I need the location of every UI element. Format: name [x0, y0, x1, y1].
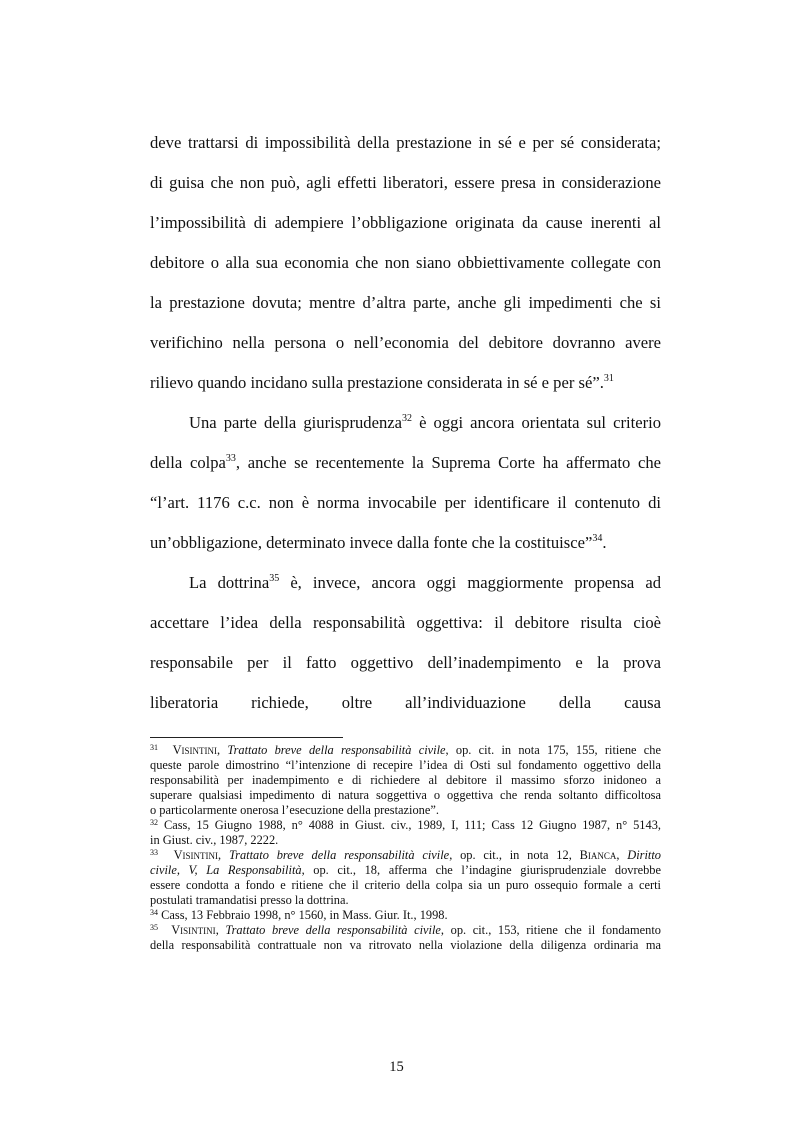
footnote-text: Cass, 13 Febbraio 1998, n° 1560, in Mass. Giur. It., 1998.: [161, 908, 448, 922]
body-text-span: La dottrina: [189, 573, 270, 592]
body-line: [150, 453, 661, 473]
footnote-text: , op. cit., 153, ritiene che il fondamento: [440, 923, 661, 937]
footnote-author: Visintini: [172, 743, 218, 757]
footnote-author: Bianca: [579, 848, 617, 862]
footnote-34: [150, 908, 661, 923]
footnote-35-line: della responsabilità contrattuale non va ritrovato nella violazione della diligenza ordinaria ma: [150, 938, 661, 952]
body-text-span: è oggi ancora orientata sul criterio: [411, 413, 662, 432]
body-line: l’impossibilità di adempiere l’obbligazione originata da cause inerenti al: [150, 213, 661, 232]
body-text-span: rilievo quando incidano sulla prestazione considerata in sé e per sé”.: [150, 373, 604, 392]
footnote-31-line: o particolarmente onerosa l’esecuzione della prestazione”.: [150, 803, 439, 817]
footnote-number: 35: [150, 923, 158, 932]
footnote-31: $^{31}$ Visintini, Trattato breve della responsabilità civile, op. cit. in nota 175, 155, ritiene che: [150, 743, 662, 757]
body-line: [150, 573, 661, 593]
body-line: deve trattarsi di impossibilità della prestazione in sé e per sé considerata;: [150, 133, 661, 152]
body-text-span: un’obbligazione, determinato invece dalla fonte che la costituisce”: [150, 533, 593, 552]
footnote-author: Visintini: [173, 848, 219, 862]
footnote-33: $^{33}$ Visintini, Trattato breve della responsabilità civile, op. cit., in nota 12, Bianca, Diritto: [150, 848, 662, 862]
footnote-35: $^{35}$ Visintini, Trattato breve della responsabilità civile, op. cit., 153, ritiene che il fondamento: [150, 923, 661, 937]
footnote-text: , op. cit. in nota 175, 155, ritiene che: [445, 743, 662, 757]
footnote-number: 31: [150, 743, 158, 752]
body-text-span: .: [602, 533, 607, 552]
body-line: “l’art. 1176 c.c. non è norma invocabile per identificare il contenuto di: [150, 493, 661, 512]
footnote-33-line: [150, 863, 661, 878]
footnote-31-line: queste parole dimostrino “l’intenzione di recepire l’idea di Osti sul fondamento oggettivo della: [150, 758, 661, 772]
footnote-33-line: postulati tramandatisi presso la dottrina.: [150, 893, 349, 907]
footnote-title: civile, V, La Responsabilità: [150, 863, 302, 877]
footnote-title: Trattato breve della responsabilità civile: [228, 848, 450, 862]
body-line: [150, 413, 661, 433]
footnote-31-line: superare qualsiasi impedimento di natura soggettiva o oggettiva che renda soltanto difficoltosa: [150, 788, 661, 802]
footnote-title: Diritto: [627, 848, 662, 862]
body-line: liberatoria richiede, oltre all’individuazione della causa: [150, 693, 661, 712]
page-number: 15: [389, 1059, 404, 1075]
footnote-text: Cass, 15 Giugno 1988, n° 4088 in Giust. civ., 1989, I, 111; Cass 12 Giugno 1987, n° 5143,: [163, 818, 661, 832]
footnote-32: [150, 818, 661, 833]
footnote-text: , op. cit., in nota 12,: [449, 848, 580, 862]
body-line: debitore o alla sua economia che non siano obbiettivamente collegate con: [150, 253, 661, 272]
footnote-ref-31[interactable]: 31: [603, 373, 614, 384]
footnote-32-line: in Giust. civ., 1987, 2222.: [150, 833, 279, 847]
footnote-ref-33[interactable]: 33: [225, 453, 236, 464]
footnote-number: 32: [150, 818, 158, 827]
body-line: verifichino nella persona o nell’economia del debitore dovranno avere: [150, 333, 661, 352]
footnote-title: Trattato breve della responsabilità civile: [225, 923, 441, 937]
footnote-author: Visintini: [171, 923, 216, 937]
footnote-ref-32[interactable]: 32: [401, 413, 412, 424]
body-line: di guisa che non può, agli effetti liberatori, essere presa in considerazione: [150, 173, 661, 192]
footnote-number: 34: [150, 908, 158, 917]
footnote-number: 33: [150, 848, 158, 857]
footnote-ref-34[interactable]: 34: [592, 533, 603, 544]
footnote-33-line: essere condotta a fondo e ritiene che il criterio della colpa sia un puro ossequio formale a certi: [150, 878, 661, 892]
body-line: [150, 373, 661, 393]
body-line: responsabile per il fatto oggettivo dell’inadempimento e la prova: [150, 653, 661, 672]
body-text-span: della colpa: [150, 453, 226, 472]
footnote-title: Trattato breve della responsabilità civile: [227, 743, 446, 757]
footnote-text: , op. cit., 18, afferma che l’indagine giurisprudenziale dovrebbe: [301, 863, 661, 877]
body-text-span: è, invece, ancora oggi maggiormente propensa ad: [279, 573, 661, 592]
footnote-separator: [150, 737, 343, 738]
footnote-ref-35[interactable]: 35: [269, 573, 280, 584]
body-line: la prestazione dovuta; mentre d’altra parte, anche gli impedimenti che si: [150, 293, 661, 312]
body-line: accettare l’idea della responsabilità oggettiva: il debitore risulta cioè: [150, 613, 661, 632]
body-text-span: Una parte della giurisprudenza: [189, 413, 402, 432]
footnote-31-line: responsabilità per inadempimento e di richiedere al debitore il massimo sforzo inidoneo a: [150, 773, 661, 787]
body-text-span: , anche se recentemente la Suprema Corte ha affermato che: [235, 453, 661, 472]
body-line: [150, 533, 661, 553]
